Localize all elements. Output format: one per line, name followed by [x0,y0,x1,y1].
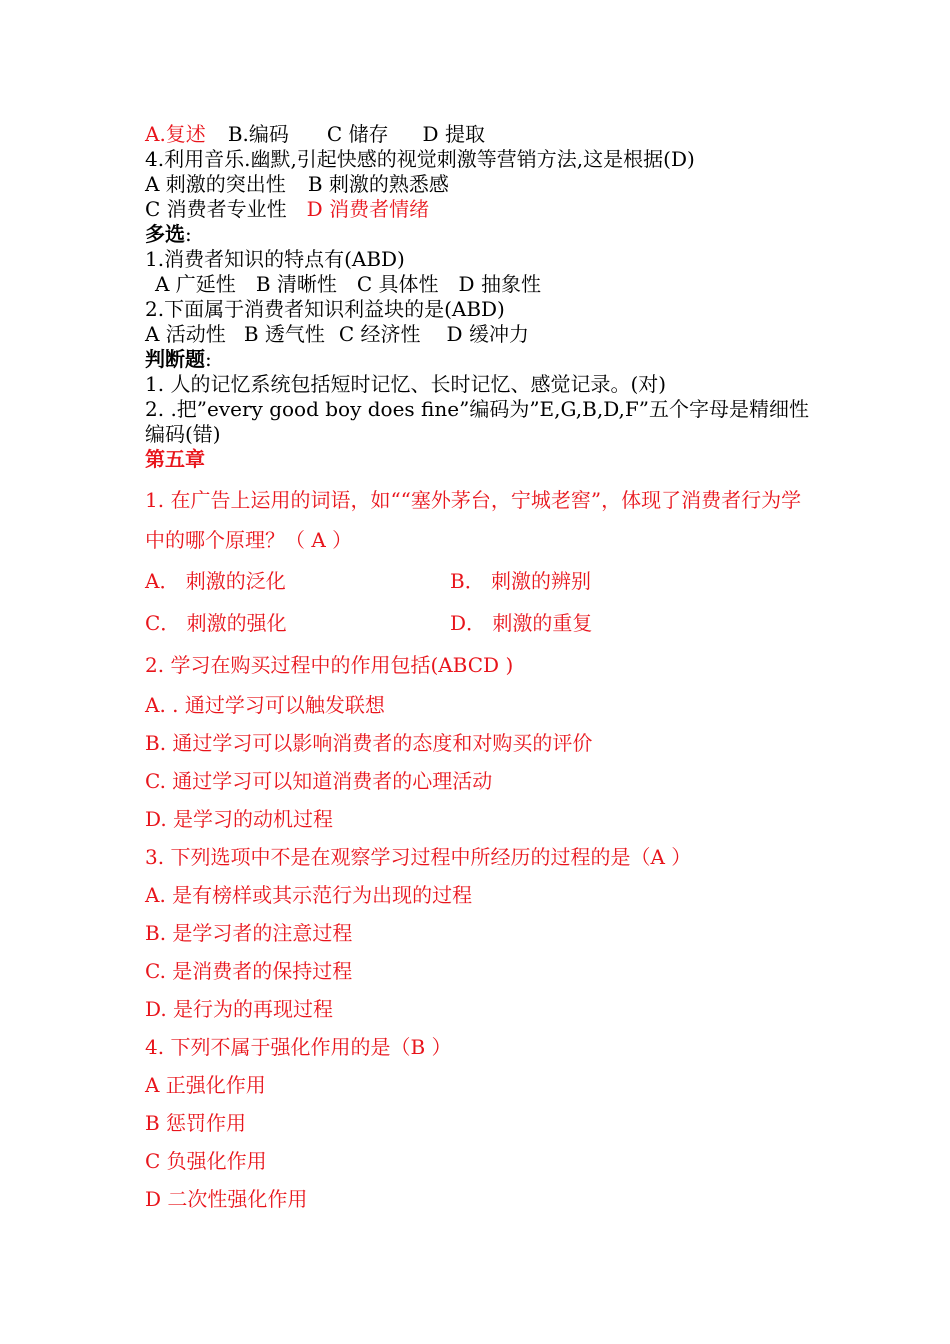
multi-question-2-options [145,322,825,347]
option-c: C 经济性 [338,322,421,346]
ch5-q4-option: C 负强化作用 [145,1149,267,1173]
heading-colon: : [205,347,212,371]
option-a: A 广延性 [155,272,236,296]
option-d: D． 刺激的重复 [450,611,593,635]
document-body [145,122,825,1218]
ch5-q2-option: C. 通过学习可以知道消费者的心理活动 [145,769,493,793]
option-a: A 活动性 [145,322,226,346]
ch5-q3-option: D. 是行为的再现过程 [145,997,334,1021]
option-c: C． 刺激的强化 [145,611,287,635]
chapter-5-title: 第五章 [145,447,205,471]
question-4-options-ab [145,172,825,197]
heading-text: 多选 [145,222,185,246]
option-a: A 刺激的突出性 [145,172,286,196]
ch5-question-1-options-cd [145,602,825,644]
ch5-q4-option: B 惩罚作用 [145,1111,247,1135]
option-b: B.编码 [227,122,289,146]
ch5-q3-option: B. 是学习者的注意过程 [145,921,353,945]
option-b: B 透气性 [243,322,325,346]
heading-text: 判断题 [145,347,205,371]
ch5-q2-option: D. 是学习的动机过程 [145,807,334,831]
judgement-question-1: 1. 人的记忆系统包括短时记忆、长时记忆、感觉记录。(对) [145,372,667,396]
ch5-question-1-options-ab [145,560,825,602]
multi-choice-heading [145,222,825,247]
ch5-q3-option: C. 是消费者的保持过程 [145,959,353,983]
judgement-heading [145,347,825,372]
question-4-options-cd [145,197,825,222]
judgement-question-2: 2. .把”every good boy does fine”编码为”E,G,B,D,F”五个字母是精细性编码(错) [145,397,809,446]
option-c: C 具体性 [356,272,439,296]
option-d: D 抽象性 [458,272,541,296]
recall-options-row [145,122,825,147]
ch5-question-4: 4. 下列不属于强化作用的是（B ） [145,1035,452,1059]
option-d: D 缓冲力 [446,322,529,346]
ch5-question-2: 2. 学习在购买过程中的作用包括(ABCD ) [145,653,514,677]
ch5-q4-option: D 二次性强化作用 [145,1187,308,1211]
multi-question-2: 2.下面属于消费者知识利益块的是(ABD) [145,297,505,321]
option-b: B 刺激的熟悉感 [307,172,449,196]
multi-question-1: 1.消费者知识的特点有(ABD) [145,247,405,271]
ch5-q2-option: A. . 通过学习可以触发联想 [145,693,385,717]
option-d-answer: D 消费者情绪 [306,197,430,221]
ch5-q3-option: A. 是有榜样或其示范行为出现的过程 [145,883,473,907]
option-c: C 消费者专业性 [145,197,287,221]
option-b: B 清晰性 [255,272,337,296]
option-b: B． 刺激的辨别 [450,569,592,593]
option-d: D 提取 [422,122,485,146]
question-4: 4.利用音乐.幽默,引起快感的视觉刺激等营销方法,这是根据(D) [145,147,695,171]
multi-question-1-options [145,272,825,297]
ch5-q4-option: A 正强化作用 [145,1073,266,1097]
option-a-answer: A.复述 [145,122,206,146]
heading-colon: : [185,222,192,246]
option-a: A． 刺激的泛化 [145,569,286,593]
ch5-q2-option: B. 通过学习可以影响消费者的态度和对购买的评价 [145,731,593,755]
option-c: C 储存 [326,122,389,146]
ch5-question-3: 3. 下列选项中不是在观察学习过程中所经历的过程的是（A ） [145,845,692,869]
ch5-question-1: 1. 在广告上运用的词语，如““塞外茅台，宁城老窖”，体现了消费者行为学中的哪个原理？（ A ） [145,488,802,552]
